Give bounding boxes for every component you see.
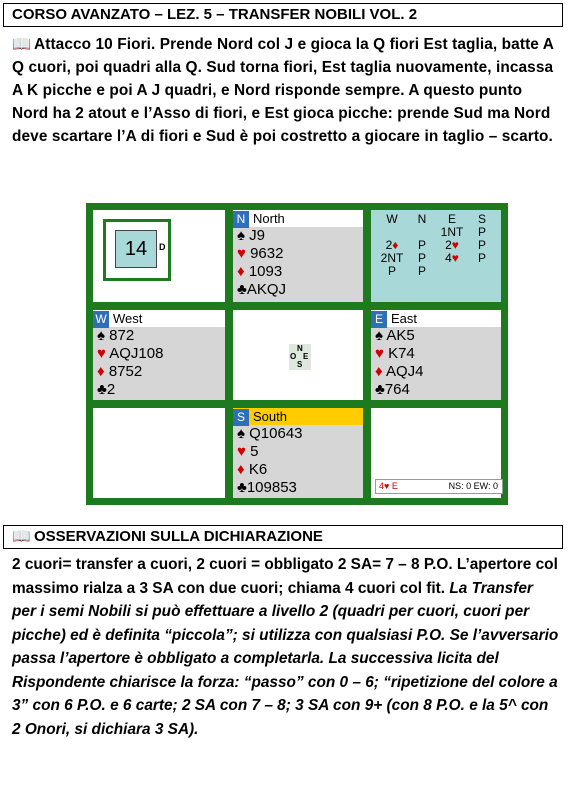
bid: P: [477, 238, 486, 252]
diamond-icon: ♦: [375, 363, 383, 380]
north-name: North: [253, 211, 285, 226]
contract: 4♥ E: [379, 481, 398, 491]
result-box: [367, 404, 505, 502]
south-diamonds: K6: [248, 461, 268, 478]
bid: P: [417, 251, 426, 265]
seat-badge-north: N: [233, 211, 249, 228]
bid: 1NT: [440, 225, 464, 239]
club-icon: ♣: [237, 281, 247, 298]
diamond-icon: ♦: [237, 263, 245, 280]
bid: P: [477, 225, 486, 239]
auction-header: W: [386, 212, 398, 226]
diamond-icon: ♦: [97, 363, 105, 380]
auction-table: [377, 213, 497, 278]
compass-icon: N O E S: [289, 344, 311, 370]
auction-header: S: [477, 212, 486, 226]
diamond-icon: ♦: [237, 461, 245, 478]
auction-header: E: [447, 212, 456, 226]
south-hearts: 5: [250, 443, 259, 460]
north-hearts: 9632: [250, 245, 284, 262]
board-number-box: [89, 206, 229, 306]
bid: 2♥: [445, 238, 459, 252]
east-hand: [367, 306, 505, 404]
south-name: South: [253, 409, 287, 424]
bid: 4♥: [445, 251, 459, 265]
seat-badge-west: W: [93, 311, 109, 328]
bid: P: [477, 251, 486, 265]
heart-icon: ♥: [237, 245, 246, 262]
open-book-icon: 📖: [12, 528, 31, 545]
east-clubs: 764: [384, 381, 410, 398]
seat-badge-south: S: [233, 409, 249, 426]
dealer-indicator: D: [159, 242, 166, 252]
bid: P: [387, 264, 396, 278]
heart-icon: ♥: [97, 345, 106, 362]
west-spades: 872: [109, 327, 135, 344]
north-clubs: AKQJ: [246, 281, 287, 298]
west-diamonds: 8752: [108, 363, 143, 380]
score: NS: 0 EW: 0: [448, 481, 498, 491]
bid: [437, 265, 467, 278]
west-name: West: [113, 311, 143, 326]
club-icon: ♣: [237, 479, 247, 496]
spade-icon: ♠: [97, 327, 105, 344]
west-hand: [89, 306, 229, 404]
intro-text: Attacco 10 Fiori. Prende Nord col J e gioca la Q fiori Est taglia, batte A Q cuori, poi quadri alla Q. Sud torna fiori, Est taglia nuovamente, incassa A K picche e poi A J quadri, e Nord risponde sempre. A questo punto Nord ha 2 atout e l’Asso di fiori, e Est gioca picche: prende Sud ma Nord deve scartare l’A di fiori e Sud è poi costretto a giocare in taglio – scarto.: [12, 36, 554, 145]
spade-icon: ♠: [237, 227, 245, 244]
board-number: 14: [115, 230, 157, 268]
south-clubs: 109853: [246, 479, 297, 496]
east-spades: AK5: [386, 327, 415, 344]
notes-paragraph: [12, 553, 560, 741]
east-hearts: K74: [388, 345, 415, 362]
open-book-icon: 📖: [12, 36, 32, 53]
west-clubs: 2: [106, 381, 116, 398]
north-spades: J9: [249, 227, 265, 244]
north-hand: [229, 206, 367, 306]
club-icon: ♣: [97, 381, 107, 398]
result-footer: [375, 479, 503, 494]
lesson-title: CORSO AVANZATO – LEZ. 5 – TRANSFER NOBILI VOL. 2: [3, 3, 563, 27]
bridge-diagram: [86, 203, 508, 505]
bid: 2♦: [385, 238, 399, 252]
notes-italic: La Transfer per i semi Nobili si può effettuare a livello 2 (quadri per cuori, cuori per picche) ed è definita “piccola”; si utilizza con qualsiasi P.O. Se l’avversario passa l’apertore è obbligato a completarla. La successiva licita del Rispondente chiarisce la forza: “passo” con 0 – 6; “ripetizione del colore a 3” con 6 P.O. e 6 carte; 2 SA con 7 – 8; 3 SA con 9+ (con 8 P.O. e la 5^ con 2 Onori, si dichiara 3 SA).: [12, 579, 559, 738]
bid: P: [417, 264, 426, 278]
bid: 2NT: [380, 251, 404, 265]
south-spades: Q10643: [249, 425, 303, 442]
empty-corner: [89, 404, 229, 502]
auction-box: [367, 206, 505, 306]
bid: P: [417, 238, 426, 252]
spade-icon: ♠: [237, 425, 245, 442]
north-diamonds: 1093: [248, 263, 283, 280]
east-diamonds: AQJ4: [386, 363, 424, 380]
heart-icon: ♥: [375, 345, 384, 362]
west-hearts: AQJ108: [109, 345, 164, 362]
club-icon: ♣: [375, 381, 385, 398]
notes-plain: 2 cuori= transfer a cuori, 2 cuori = obbligato 2 SA= 7 – 8 P.O. L’apertore col massimo rialza a 3 SA con due cuori; chiama 4 cuori col fit.: [12, 556, 558, 597]
auction-header: N: [417, 212, 427, 226]
intro-paragraph: [12, 33, 558, 148]
spade-icon: ♠: [375, 327, 383, 344]
section-title: 📖 OSSERVAZIONI SULLA DICHIARAZIONE: [3, 525, 563, 549]
east-name: East: [391, 311, 418, 326]
bid: [467, 265, 497, 278]
heart-icon: ♥: [237, 443, 246, 460]
seat-badge-east: E: [371, 311, 387, 328]
south-hand: [229, 404, 367, 502]
compass-box: [229, 306, 367, 404]
